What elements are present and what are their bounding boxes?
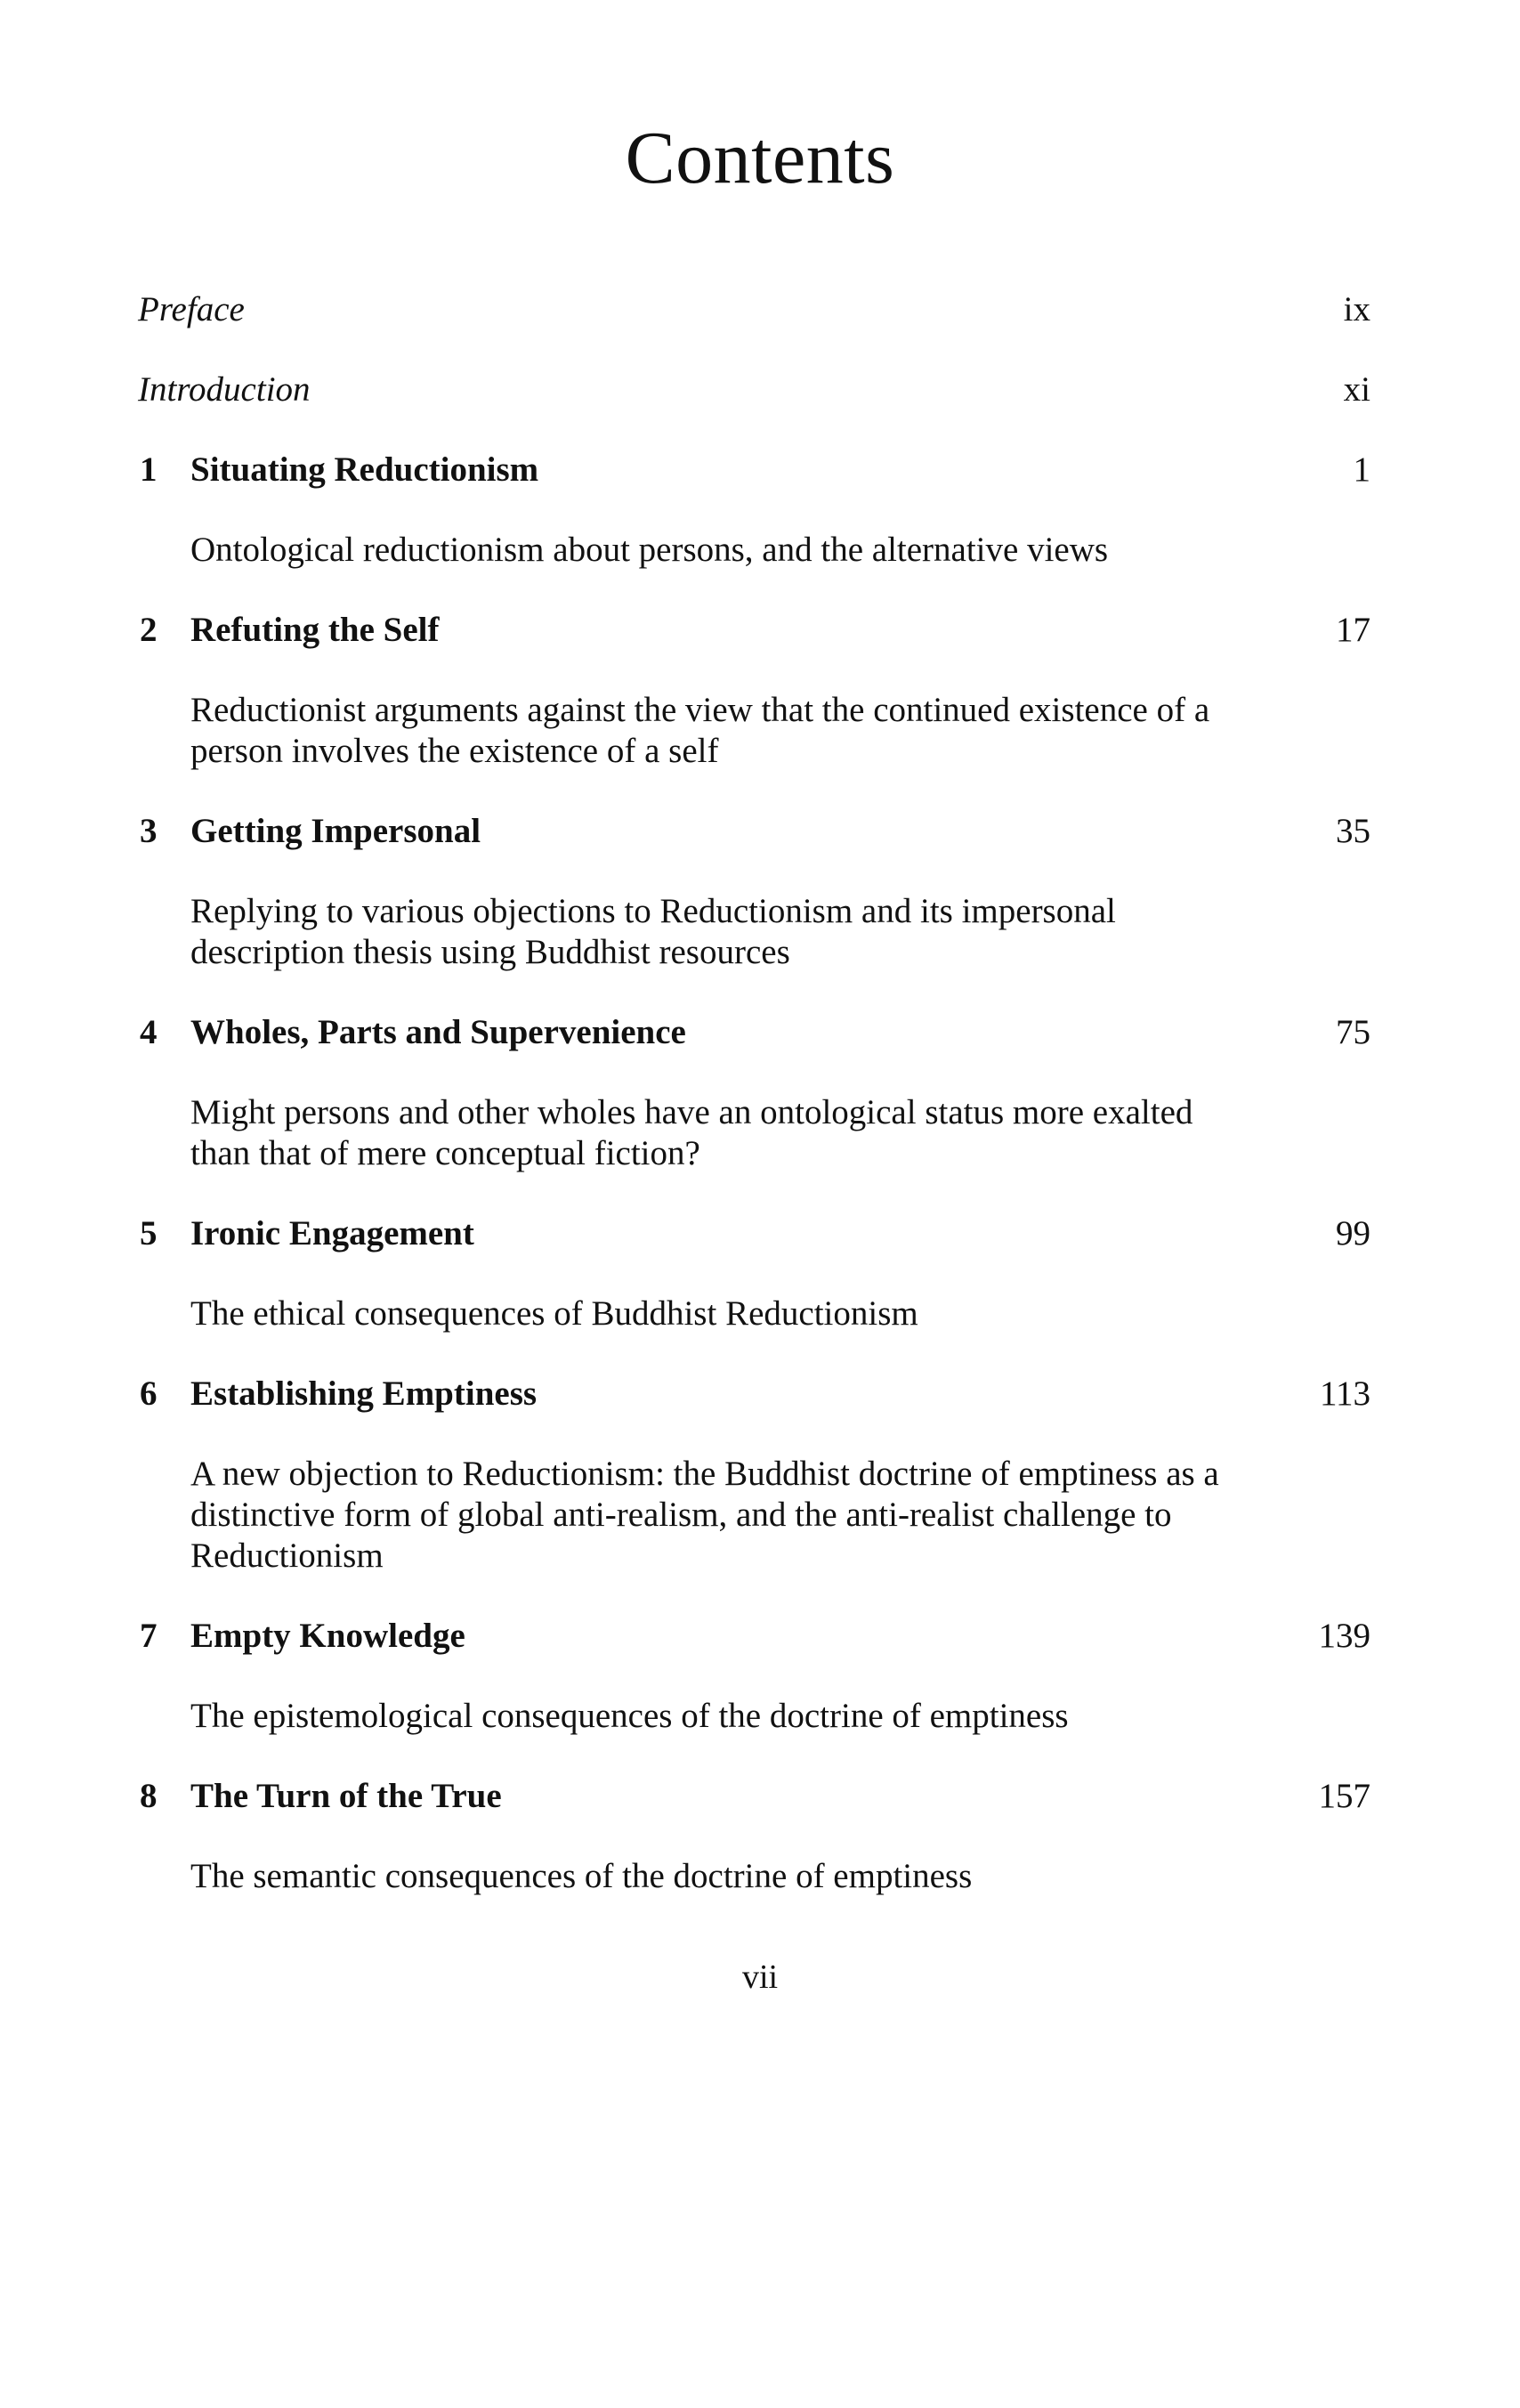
- page-number: 35: [1336, 812, 1370, 850]
- toc-entry-chapter-6: [133, 1374, 1375, 1577]
- chapter-number: 1: [140, 450, 158, 489]
- chapter-title: Establishing Emptiness: [190, 1374, 538, 1413]
- page-number: 157: [1318, 1777, 1370, 1815]
- chapter-title: Situating Reductionism: [190, 450, 539, 489]
- front-matter-title: Introduction: [138, 370, 311, 409]
- page-number: 17: [1336, 611, 1370, 649]
- front-matter-title: Preface: [138, 290, 245, 328]
- chapter-title: Wholes, Parts and Supervenience: [190, 1013, 686, 1051]
- chapter-title: Ironic Engagement: [190, 1214, 474, 1253]
- toc-entry-preface: [133, 289, 1375, 330]
- chapter-number: 5: [140, 1214, 158, 1253]
- chapter-description: The ethical consequences of Buddhist Reductionism: [190, 1294, 918, 1333]
- chapter-number: 2: [140, 611, 158, 649]
- toc-entry-introduction: [133, 369, 1375, 410]
- table-of-contents: [133, 289, 1375, 1897]
- toc-entry-chapter-3: [133, 811, 1375, 973]
- chapter-description: Replying to various objections to Reductionism and its impersonal description thesis using Buddhist resources: [190, 892, 1116, 971]
- chapter-title: The Turn of the True: [190, 1777, 502, 1815]
- chapter-description: The semantic consequences of the doctrine of emptiness: [190, 1857, 973, 1895]
- toc-entry-chapter-8: [133, 1776, 1375, 1897]
- chapter-number: 3: [140, 812, 158, 850]
- chapter-number: 6: [140, 1374, 158, 1413]
- page-number: 99: [1336, 1214, 1370, 1253]
- chapter-number: 8: [140, 1777, 158, 1815]
- page-title: Contents: [625, 117, 895, 199]
- toc-entry-chapter-4: [133, 1012, 1375, 1174]
- chapter-title: Empty Knowledge: [190, 1617, 465, 1655]
- chapter-description: Reductionist arguments against the view that the continued existence of a person involves the existence of a self: [190, 691, 1210, 770]
- page-number: ix: [1343, 290, 1370, 328]
- page-number: 139: [1318, 1617, 1370, 1655]
- page-number: xi: [1343, 370, 1370, 409]
- chapter-description: The epistemological consequences of the doctrine of emptiness: [190, 1697, 1069, 1735]
- toc-entry-chapter-7: [133, 1616, 1375, 1737]
- toc-entry-chapter-1: [133, 450, 1375, 571]
- chapter-description: A new objection to Reductionism: the Buddhist doctrine of emptiness as a distinctive form of global anti-realism, and the anti-realist challenge to Reductionism: [190, 1455, 1219, 1575]
- toc-entry-chapter-2: [133, 610, 1375, 772]
- chapter-title: Getting Impersonal: [190, 812, 481, 850]
- chapter-description: Ontological reductionism about persons, and the alternative views: [190, 531, 1109, 569]
- chapter-title: Refuting the Self: [190, 611, 440, 649]
- page-number: 113: [1319, 1374, 1370, 1413]
- chapter-description: Might persons and other wholes have an ontological status more exalted than that of mere conceptual fiction?: [190, 1093, 1193, 1172]
- folio-page-number: vii: [741, 1958, 779, 1996]
- page-number: 75: [1336, 1013, 1370, 1051]
- page-number: 1: [1353, 450, 1370, 489]
- toc-entry-chapter-5: [133, 1213, 1375, 1334]
- chapter-number: 4: [140, 1013, 158, 1051]
- chapter-number: 7: [140, 1617, 158, 1655]
